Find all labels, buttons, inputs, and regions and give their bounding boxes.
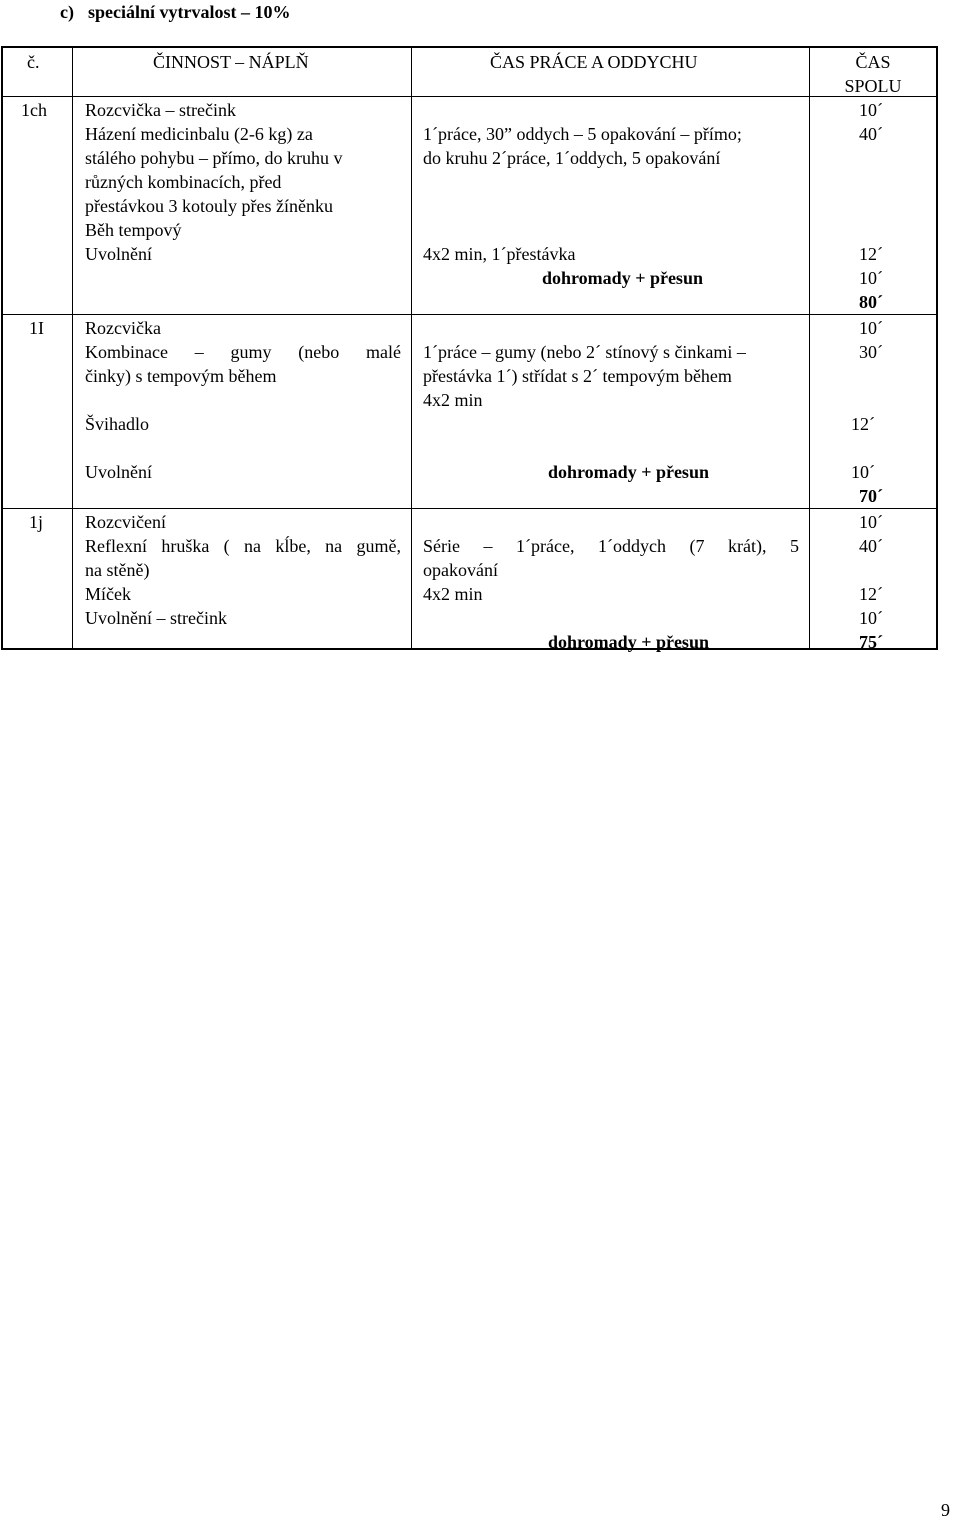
row-number: 1j [29, 512, 44, 532]
time-value: 12´ [859, 584, 883, 604]
activity-line: Házení medicinbalu (2-6 kg) za [85, 124, 313, 144]
activity-line: Uvolnění [85, 244, 152, 264]
time-value: 12´ [859, 244, 883, 264]
work-rest-line: 4x2 min, 1´přestávka [423, 244, 576, 264]
activity-line: činky) s tempovým během [85, 366, 277, 386]
time-value: 12´ [851, 414, 875, 434]
activity-line: Kombinace – gumy (nebo malé [85, 342, 401, 362]
column-divider [72, 48, 73, 648]
row-number: 1I [29, 318, 44, 338]
section-heading [60, 0, 290, 24]
work-rest-line: 1´práce, 30” oddych – 5 opakování – přímo; [423, 124, 742, 144]
row-divider [3, 508, 936, 509]
activity-line: přestávkou 3 kotouly přes žíněnku [85, 196, 333, 216]
header-work-rest: ČAS PRÁCE A ODDYCHU [490, 52, 698, 72]
row-divider [3, 96, 936, 97]
activity-line: na stěně) [85, 560, 150, 580]
time-value: 10´ [859, 512, 883, 532]
header-num: č. [27, 52, 40, 72]
header-activity: ČINNOST – NÁPLŇ [153, 52, 309, 72]
section-title: speciální vytrvalost – 10% [87, 2, 291, 22]
work-rest-line: 1´práce – gumy (nebo 2´ stínový s činkami – [423, 342, 746, 362]
activity-line: Rozcvička [85, 318, 161, 338]
activity-line: Švihadlo [85, 414, 150, 434]
column-divider [411, 48, 412, 648]
activity-line: stálého pohybu – přímo, do kruhu v [85, 148, 343, 168]
activity-line: Rozcvička – strečink [85, 100, 236, 120]
work-rest-line: do kruhu 2´práce, 1´oddych, 5 opakování [423, 148, 721, 168]
time-value: 10´ [851, 462, 875, 482]
time-value: 40´ [859, 124, 883, 144]
section-letter: c) [60, 2, 74, 22]
work-rest-line: přestávka 1´) střídat s 2´ tempovým během [423, 366, 732, 386]
activity-line: Reflexní hruška ( na kĺbe, na gumě, [85, 536, 401, 556]
time-value: 40´ [859, 536, 883, 556]
time-value: 10´ [859, 100, 883, 120]
column-divider [809, 48, 810, 648]
activity-line: Rozcvičení [85, 512, 166, 532]
header-total-line1: ČAS [855, 52, 891, 72]
time-sum: 80´ [859, 292, 883, 312]
total-label: dohromady + přesun [548, 632, 709, 652]
activity-line: Uvolnění – strečink [85, 608, 227, 628]
time-value: 10´ [859, 608, 883, 628]
activity-line: různých kombinacích, před [85, 172, 282, 192]
time-value: 10´ [859, 268, 883, 288]
activity-line: Uvolnění [85, 462, 152, 482]
row-divider [3, 314, 936, 315]
work-rest-line: opakování [423, 560, 498, 580]
page-number: 9 [941, 1500, 950, 1520]
header-total-line2: SPOLU [844, 76, 902, 96]
activity-line: Míček [85, 584, 131, 604]
total-label: dohromady + přesun [548, 462, 709, 482]
time-value: 10´ [859, 318, 883, 338]
work-rest-line: Série – 1´práce, 1´oddych (7 krát), 5 [423, 536, 799, 556]
time-sum: 75´ [859, 632, 883, 652]
training-table [1, 46, 938, 650]
work-rest-line: 4x2 min [423, 584, 483, 604]
work-rest-line: 4x2 min [423, 390, 483, 410]
time-sum: 70´ [859, 486, 883, 506]
row-number: 1ch [21, 100, 47, 120]
time-value: 30´ [859, 342, 883, 362]
activity-line: Běh tempový [85, 220, 182, 240]
total-label: dohromady + přesun [542, 268, 703, 288]
